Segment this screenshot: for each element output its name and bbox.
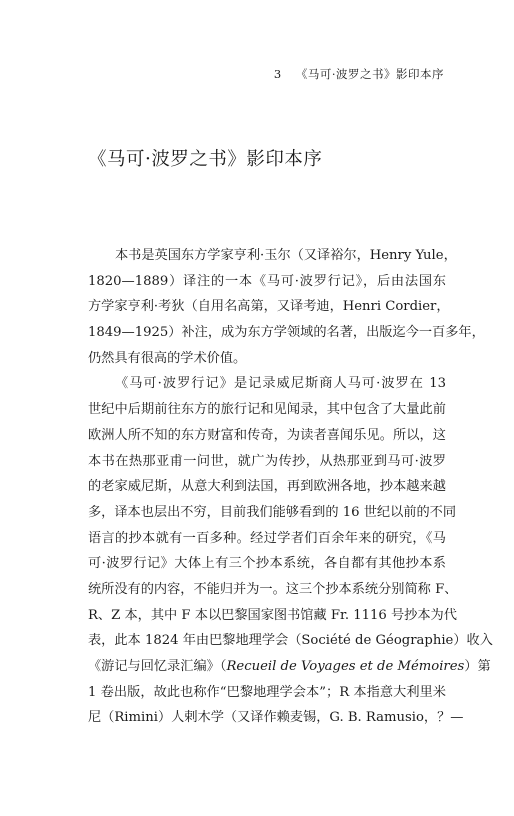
text-line: 本书在热那亚甫一问世，就广为传抄，从热那亚到马可·波罗 (88, 453, 446, 469)
text-segment: 《游记与回忆录汇编》（ (88, 659, 227, 674)
text-segment: ）第 (464, 659, 491, 674)
text-line: 统所没有的内容，不能归并为一。这三个抄本系统分别简称 F、 (88, 581, 458, 597)
text-line: 仍然具有很高的学术价值。 (88, 350, 247, 366)
page-number: 3 (273, 67, 282, 81)
running-head (274, 66, 444, 82)
text-line: 世纪中后期前往东方的旅行记和见闻录，其中包含了大量此前 (88, 402, 446, 418)
body-text (88, 243, 493, 731)
text-line: 多，译本也层出不穷，目前我们能够看到的 16 世纪以前的不同 (88, 504, 457, 520)
text-line: 《马可·波罗行记》是记录威尼斯商人马可·波罗在 13 (115, 376, 446, 392)
text-line: 本书是英国东方学家亨利·玉尔（又译裕尔，Henry Yule， (115, 248, 457, 263)
italic-title: Recueil de Voyages et de Mémoires (226, 659, 465, 674)
text-line (88, 654, 491, 680)
text-line: 的老家威尼斯，从意大利到法国，再到欧洲各地，抄本越来越 (88, 479, 446, 495)
running-head-title: 《马可·波罗之书》影印本序 (295, 67, 444, 81)
text-line: 1 卷出版，故此也称作“巴黎地理学会本”；R 本指意大利里米 (88, 684, 446, 700)
text-line: 1849—1925）补注，成为东方学领域的名著，出版迄今一百多年， (88, 325, 485, 341)
text-line: 欧洲人所不知的东方财富和传奇，为读者喜闻乐见。所以，这 (88, 427, 446, 443)
text-line: 尼（Rimini）人剌木学（又译作赖麦锡，G. B. Ramusio，？— (88, 710, 464, 726)
text-line: 表，此本 1824 年由巴黎地理学会（Société de Géographie）收入 (88, 633, 493, 649)
text-line: R、Z 本，其中 F 本以巴黎国家图书馆藏 Fr. 1116 号抄本为代 (88, 607, 457, 623)
text-line: 语言的抄本就有一百多种。经过学者们百余年来的研究，《马 (88, 530, 446, 546)
text-line: 1820—1889）译注的一本《马可·波罗行记》，后由法国东 (88, 273, 446, 289)
text-line: 方学家亨利·考狄（自用名高第，又译考迪，Henri Cordier， (88, 299, 450, 315)
text-line: 可·波罗行记》大体上有三个抄本系统，各自都有其他抄本系 (88, 556, 446, 572)
chapter-title: 《马可·波罗之书》影印本序 (88, 149, 323, 170)
